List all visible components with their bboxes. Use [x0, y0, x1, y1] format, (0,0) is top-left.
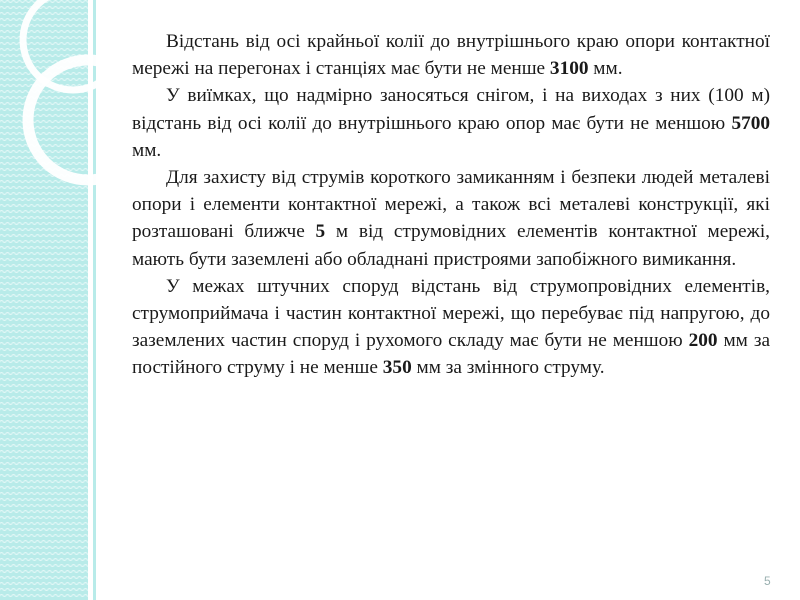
paragraph-3 — [132, 164, 770, 273]
paragraph-1-value-3100: 3100 — [549, 58, 589, 80]
paragraph-4-text-c: мм за змінного струму. — [411, 357, 605, 379]
page-number: 5 — [764, 574, 771, 588]
paragraph-2-value-5700: 5700 — [731, 112, 770, 134]
paragraph-1-text-b: мм. — [588, 58, 623, 80]
paragraph-2-text-b: мм. — [132, 139, 162, 161]
paragraph-4 — [132, 273, 770, 382]
paragraph-4-text-a: У межах штучних споруд відстань від струмопровідних елементів, струмоприймача і частин контактної мережі, що перебуває під напругою, до заземлених частин споруд і рухомого складу має бути не меншою — [132, 275, 770, 352]
paragraph-3-text-a: Для захисту від струмів короткого замиканням і безпеки людей металеві опори і елементи контактної мережі, а також всі металеві конструкції, які розташовані ближче — [132, 167, 770, 243]
paragraph-1 — [132, 28, 770, 82]
slide-text-body — [132, 28, 770, 382]
paragraph-3-text-b: м від струмовідних елементів контактної мережі, мають бути заземлені або обладнані пристроями запобіжного вимикання. — [132, 221, 771, 270]
paragraph-4-value-350: 350 — [382, 357, 412, 379]
paragraph-1-text-a: Відстань від осі крайньої колії до внутрішнього краю опори контактної мережі на перегонах і станціях має бути не менше — [132, 31, 770, 80]
paragraph-2 — [132, 82, 770, 164]
paragraph-2-text-a: У виїмках, що надмірно заносяться снігом, і на виходах з них (100 м) відстань від осі колії до внутрішнього краю опор має бути не меншою — [132, 85, 770, 134]
paragraph-4-value-200: 200 — [688, 330, 718, 352]
paragraph-4-text-b: мм за постійного струму і не менше — [132, 330, 770, 379]
paragraph-3-value-5: 5 — [315, 221, 326, 243]
